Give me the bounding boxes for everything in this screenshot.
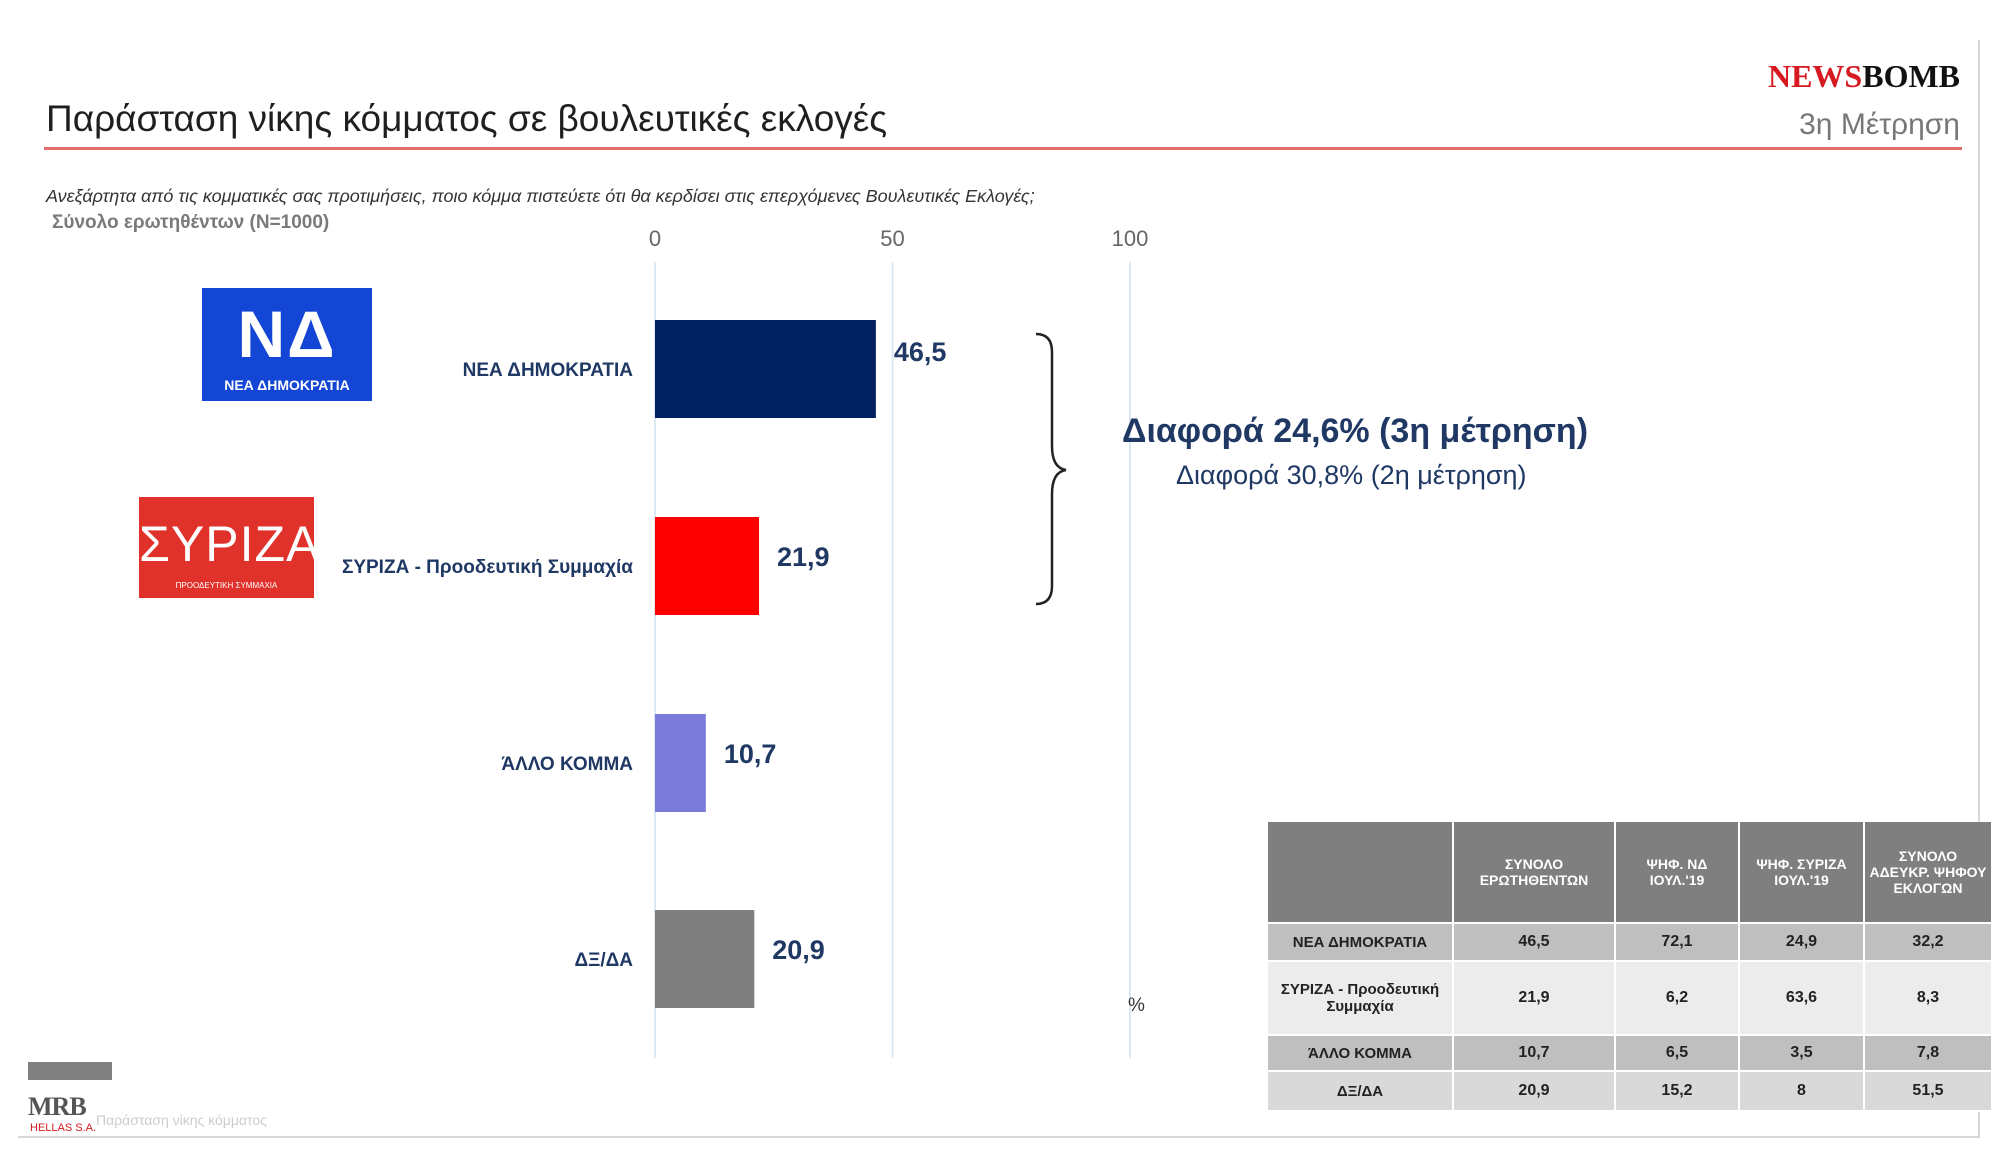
value-label: 20,9 <box>772 935 825 965</box>
bar <box>655 910 754 1008</box>
measurement-label: 3η Μέτρηση <box>1799 108 1960 141</box>
footer-note: Παράσταση νίκης κόμματος <box>96 1112 267 1128</box>
mrb-logo-subtext: HELLAS S.A. <box>30 1122 97 1134</box>
crosstab-header: ΣΥΝΟΛΟ ΕΡΩΤΗΘΕΝΤΩΝ <box>1453 822 1615 923</box>
category-label: ΣΥΡΙΖΑ - Προοδευτική Συμμαχία <box>341 557 633 578</box>
mrb-logo-bar <box>28 1062 112 1080</box>
sample-base: Σύνολο ερωτηθέντων (Ν=1000) <box>52 212 330 233</box>
value-label: 46,5 <box>893 337 947 367</box>
crosstab-header: ΨΗΦ. ΣΥΡΙΖΑ ΙΟΥΛ.'19 <box>1739 822 1864 923</box>
crosstab-header-row <box>1268 822 1992 923</box>
crosstab-table <box>1268 822 1993 1112</box>
mrb-logo <box>28 1062 112 1140</box>
difference-current: Διαφορά 24,6% (3η μέτρηση) <box>1122 412 1589 450</box>
syriza-party-logo <box>139 497 321 598</box>
bar <box>655 320 876 418</box>
difference-previous: Διαφορά 30,8% (2η μέτρηση) <box>1176 460 1527 490</box>
table-cell: 8,3 <box>1864 961 1992 1035</box>
table-row <box>1268 961 1992 1035</box>
category-label: ΔΞ/ΔΑ <box>574 950 633 971</box>
bar <box>655 714 706 812</box>
table-cell: 3,5 <box>1739 1035 1864 1071</box>
table-cell: 72,1 <box>1615 923 1739 961</box>
crosstab-header: ΣΥΝΟΛΟ ΑΔΕΥΚΡ. ΨΗΦΟΥ ΕΚΛΟΓΩΝ <box>1864 822 1992 923</box>
tick-label: 100 <box>1111 226 1149 251</box>
table-cell: 21,9 <box>1453 961 1615 1035</box>
tick-label: 0 <box>648 226 662 251</box>
survey-question: Ανεξάρτητα από τις κομματικές σας προτιμήσεις, ποιο κόμμα πιστεύετε ότι θα κερδίσει στις επερχόμενες Βουλευτικές Εκλογές; <box>46 186 1035 206</box>
table-cell: 6,2 <box>1615 961 1739 1035</box>
row-label: ΔΞ/ΔΑ <box>1268 1071 1453 1111</box>
table-cell: 20,9 <box>1453 1071 1615 1111</box>
table-cell: 63,6 <box>1739 961 1864 1035</box>
crosstab-header <box>1268 822 1453 923</box>
table-row <box>1268 1035 1992 1071</box>
table-cell: 32,2 <box>1864 923 1992 961</box>
syriza-logo-mark: ΣΥΡΙΖΑ <box>139 516 321 572</box>
nd-logo-text: ΝΕΑ ΔΗΜΟΚΡΑΤΙΑ <box>224 377 350 393</box>
value-label: 10,7 <box>723 739 777 769</box>
table-cell: 24,9 <box>1739 923 1864 961</box>
nd-party-logo <box>202 288 372 401</box>
syriza-logo-text: ΠΡΟΟΔΕΥΤΙΚΗ ΣΥΜΜΑΧΙΑ <box>175 581 278 590</box>
brand-part1: NEWS <box>1767 58 1863 94</box>
category-label: ΆΛΛΟ ΚΟΜΜΑ <box>501 754 633 775</box>
table-cell: 46,5 <box>1453 923 1615 961</box>
bar <box>655 517 759 615</box>
table-row <box>1268 923 1992 961</box>
mrb-logo-text: MRB <box>28 1092 86 1121</box>
category-label: ΝΕΑ ΔΗΜΟΚΡΑΤΙΑ <box>462 360 633 381</box>
table-cell: 10,7 <box>1453 1035 1615 1071</box>
table-cell: 7,8 <box>1864 1035 1992 1071</box>
row-label: ΣΥΡΙΖΑ - Προοδευτική Συμμαχία <box>1268 961 1453 1035</box>
row-label: ΆΛΛΟ ΚΟΜΜΑ <box>1268 1035 1453 1071</box>
page-title: Παράσταση νίκης κόμματος σε βουλευτικές εκλογές <box>46 98 888 139</box>
bracket-annotation <box>1036 334 1066 604</box>
tick-label: 50 <box>880 226 905 251</box>
table-cell: 8 <box>1739 1071 1864 1111</box>
value-label: 21,9 <box>777 542 830 572</box>
percent-unit: % <box>1128 995 1145 1016</box>
table-cell: 6,5 <box>1615 1035 1739 1071</box>
row-label: ΝΕΑ ΔΗΜΟΚΡΑΤΙΑ <box>1268 923 1453 961</box>
table-cell: 51,5 <box>1864 1071 1992 1111</box>
table-row <box>1268 1071 1992 1111</box>
nd-logo-mark: ΝΔ <box>237 297 337 371</box>
crosstab-header: ΨΗΦ. ΝΔ ΙΟΥΛ.'19 <box>1615 822 1739 923</box>
brand-part2: BOMB <box>1862 58 1960 94</box>
table-cell: 15,2 <box>1615 1071 1739 1111</box>
